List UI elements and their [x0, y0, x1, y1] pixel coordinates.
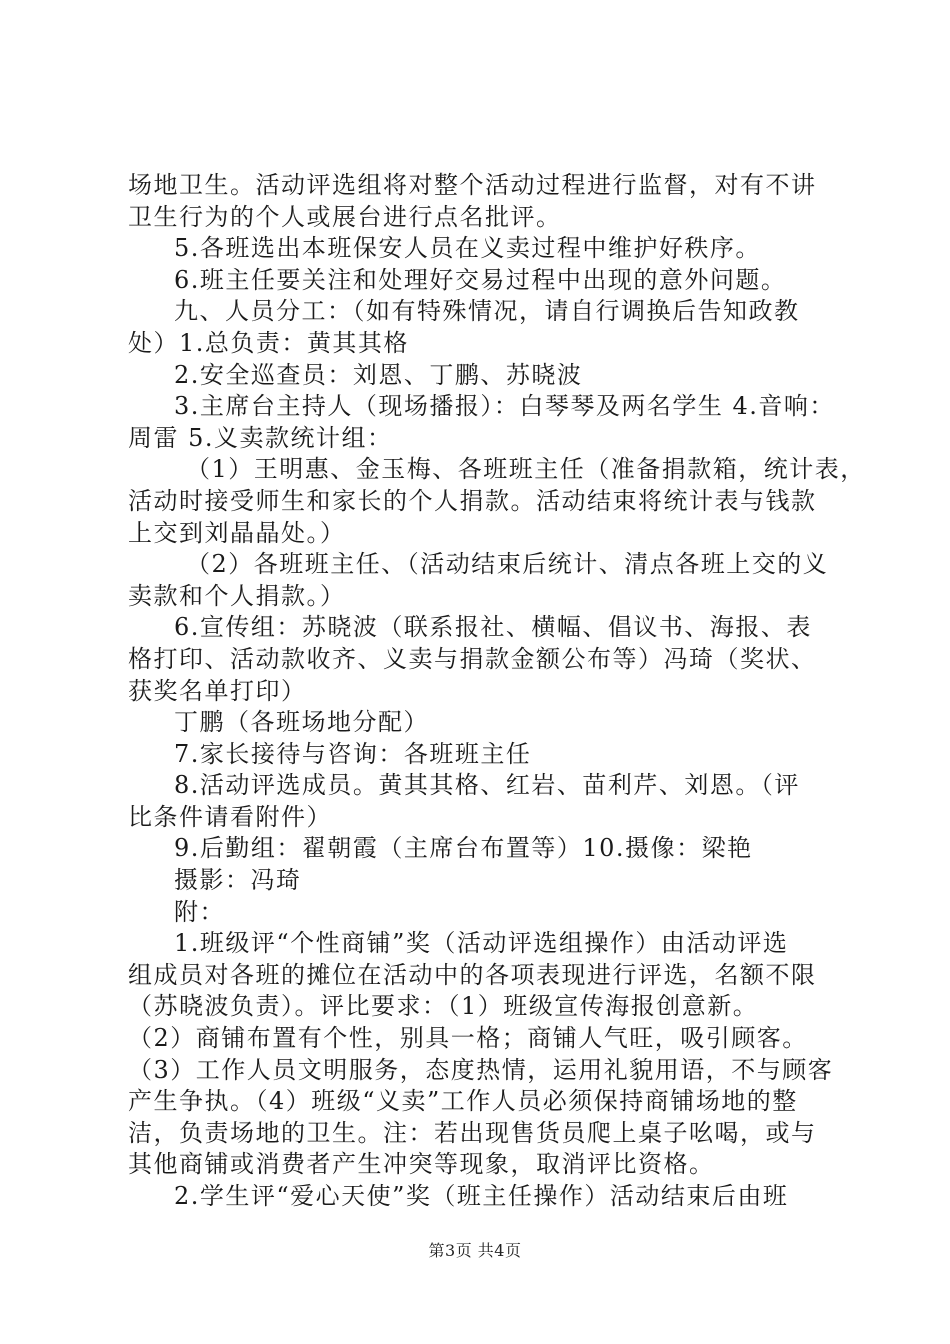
document-body — [128, 170, 866, 1213]
text-line: （2）商铺布置有个性，别具一格；商铺人气旺，吸引顾客。 — [128, 1024, 808, 1053]
text-line: 产生争执。（4）班级“义卖”工作人员必须保持商铺场地的整 — [128, 1087, 798, 1116]
text-line: 上交到刘晶晶处。） — [128, 518, 346, 547]
text-line: 丁鹏（各班场地分配） — [174, 708, 429, 737]
text-line: 5.各班选出本班保安人员在义卖过程中维护好秩序。 — [174, 234, 761, 263]
text-line: 比条件请看附件） — [128, 802, 332, 831]
text-line: 摄影：冯琦 — [174, 866, 302, 895]
text-line: 活动时接受师生和家长的个人捐款。活动结束将统计表与钱款 — [128, 486, 817, 515]
text-line: 6.班主任要关注和处理好交易过程中出现的意外问题。 — [174, 265, 787, 294]
text-line: 获奖名单打印） — [128, 676, 307, 705]
text-line: （3）工作人员文明服务，态度热情，运用礼貌用语，不与顾客 — [128, 1055, 834, 1084]
text-line: 场地卫生。活动评选组将对整个活动过程进行监督，对有不讲 — [128, 171, 817, 199]
text-line: （苏晓波负责）。评比要求：（1）班级宣传海报创意新。 — [128, 992, 759, 1021]
text-line: 2.学生评“爱心天使”奖（班主任操作）活动结束后由班 — [174, 1182, 789, 1210]
text-line: 九、人员分工：（如有特殊情况，请自行调换后告知政教 — [174, 297, 800, 326]
text-line: 7.家长接待与咨询：各班班主任 — [174, 739, 532, 768]
text-line: 卫生行为的个人或展台进行点名批评。 — [128, 202, 562, 231]
text-line: 卖款和个人捐款。） — [128, 581, 346, 610]
text-line: 9.后勤组：翟朝霞（主席台布置等）10.摄像：梁艳 — [174, 834, 753, 863]
page-footer: 第3页 共4页 — [428, 1241, 522, 1260]
text-line: （2）各班班主任、（活动结束后统计、清点各班上交的义 — [186, 550, 829, 579]
text-line: 处）1.总负责：黄其其格 — [128, 328, 409, 357]
text-line: 其他商铺或消费者产生冲突等现象，取消评比资格。 — [128, 1150, 715, 1179]
text-line: 组成员对各班的摊位在活动中的各项表现进行评选，名额不限 — [128, 960, 817, 989]
text-line: 3.主席台主持人（现场播报）：白琴琴及两名学生 4.音响： — [174, 392, 835, 421]
text-line: 洁，负责场地的卫生。注：若出现售货员爬上桌子吆喝，或与 — [128, 1118, 817, 1147]
text-line: 6.宣传组：苏晓波（联系报社、横幅、倡议书、海报、表 — [174, 613, 812, 642]
text-line: 1.班级评“个性商铺”奖（活动评选组操作）由活动评选 — [174, 929, 789, 958]
text-line: 格打印、活动款收齐、义卖与捐款金额公布等）冯琦（奖状、 — [128, 644, 817, 673]
text-line: （1）王明惠、金玉梅、各班班主任（准备捐款箱，统计表， — [186, 455, 866, 484]
text-line: 周雷 5.义卖款统计组： — [128, 423, 393, 452]
text-line: 2.安全巡查员：刘恩、丁鹏、苏晓波 — [174, 360, 583, 389]
text-line: 8.活动评选成员。黄其其格、红岩、苗利芹、刘恩。（评 — [174, 771, 800, 800]
text-line: 附： — [174, 897, 225, 926]
